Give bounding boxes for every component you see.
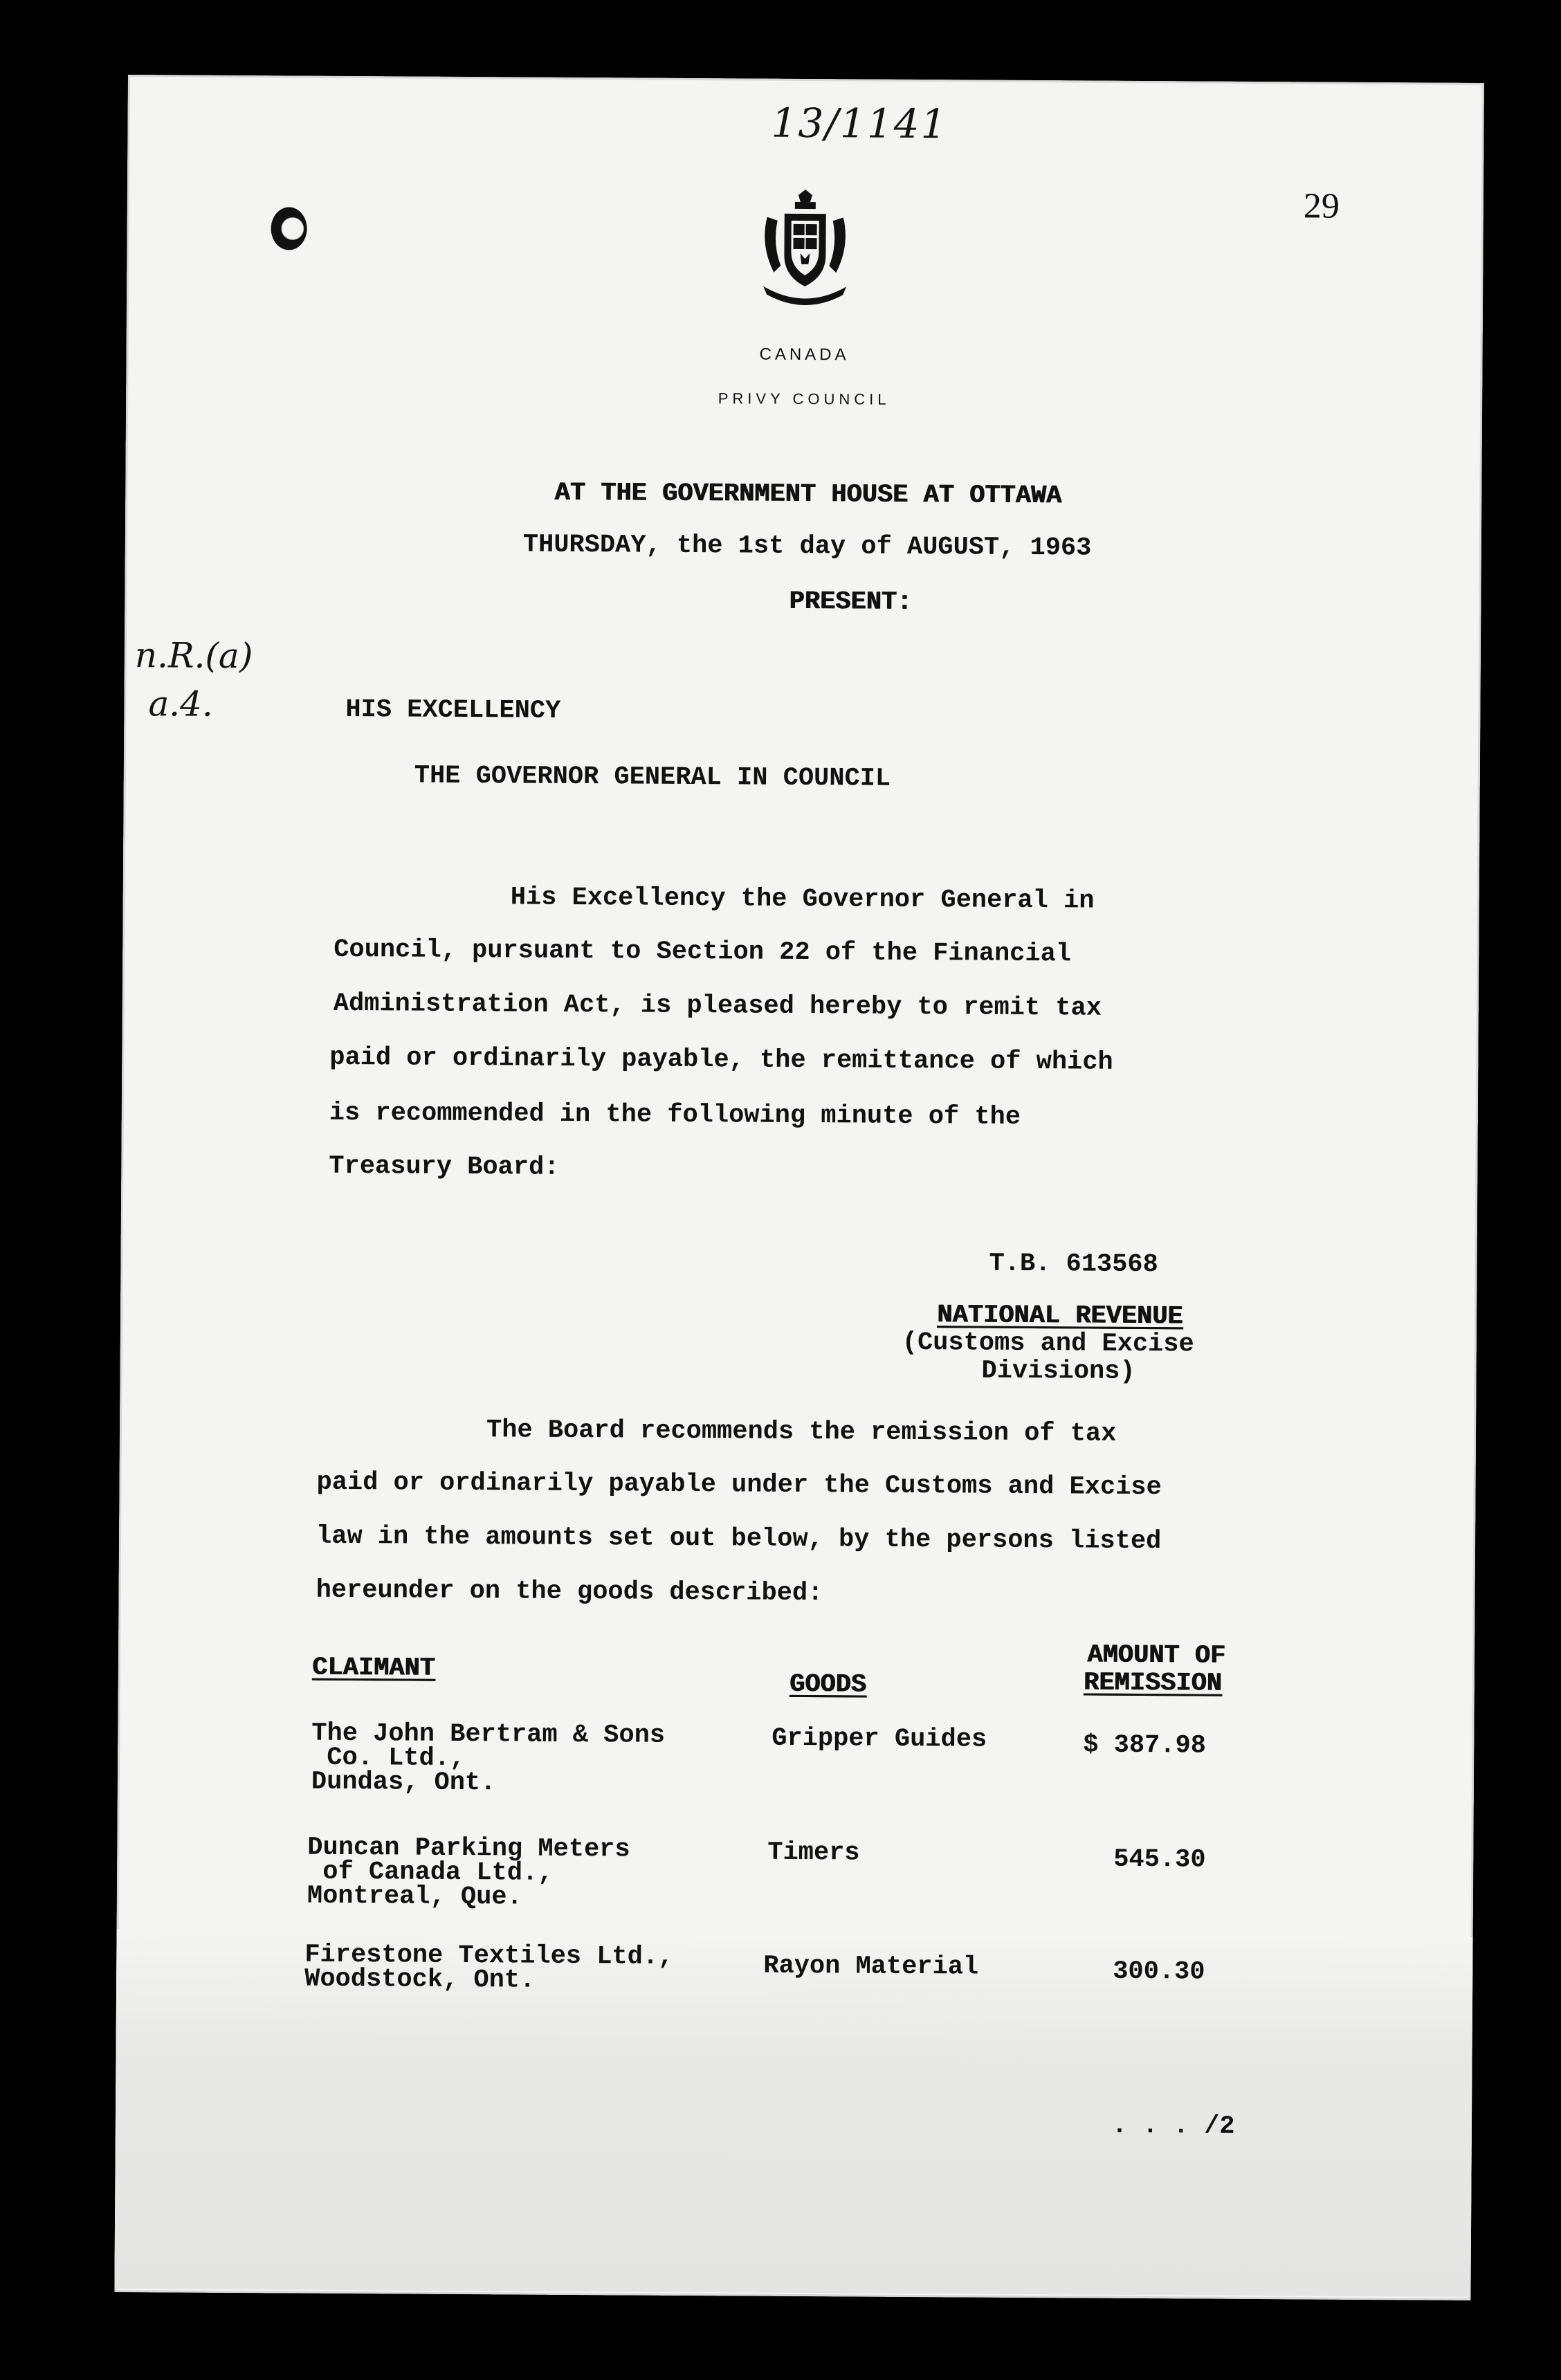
amount-cell: 300.30: [1113, 1957, 1205, 1987]
claimant-line: Montreal, Que.: [307, 1881, 522, 1912]
department-heading: NATIONAL REVENUE: [936, 1301, 1183, 1332]
board-line-3: law in the amounts set out below, by the persons listed: [316, 1521, 1162, 1557]
addressee-line-2: THE GOVERNOR GENERAL IN COUNCIL: [414, 761, 891, 794]
goods-cell: Timers: [767, 1838, 860, 1868]
order-line-2: Council, pursuant to Section 22 of the Financial: [334, 935, 1072, 969]
division-line-1: (Customs and Excise: [902, 1328, 1194, 1360]
order-line-5: is recommended in the following minute of the: [329, 1098, 1021, 1132]
claimant-line: Dundas, Ont.: [311, 1767, 496, 1798]
order-line-3: Administration Act, is pleased hereby to remit tax: [333, 989, 1102, 1023]
board-line-4: hereunder on the goods described:: [316, 1575, 823, 1609]
punch-hole: [271, 207, 307, 250]
goods-cell: Rayon Material: [763, 1951, 979, 1982]
amount-cell: $ 387.98: [1083, 1730, 1207, 1761]
amount-cell: 545.30: [1113, 1844, 1206, 1875]
order-line-6: Treasury Board:: [329, 1151, 560, 1182]
column-header-goods: GOODS: [789, 1669, 866, 1700]
addressee-line-1: HIS EXCELLENCY: [345, 695, 561, 726]
document-page: [114, 75, 1484, 2300]
order-line-1: His Excellency the Governor General in: [510, 883, 1095, 916]
letterhead-privy-council: PRIVY COUNCIL: [718, 390, 891, 408]
goods-cell: Gripper Guides: [772, 1723, 987, 1755]
claimant-line: The John Bertram & Sons: [311, 1719, 666, 1750]
column-header-claimant: CLAIMANT: [311, 1653, 435, 1683]
claimant-line: Duncan Parking Meters: [307, 1833, 630, 1865]
column-header-amount-2: REMISSION: [1083, 1668, 1222, 1699]
location-heading: AT THE GOVERNMENT HOUSE AT OTTAWA: [554, 478, 1062, 511]
column-header-amount-1: AMOUNT OF: [1086, 1640, 1226, 1671]
letterhead-country: CANADA: [759, 345, 850, 365]
continuation-marker: . . . /2: [1111, 2111, 1235, 2141]
order-line-4: paid or ordinarily payable, the remittance of which: [329, 1043, 1113, 1077]
canada-coat-of-arms-icon: [753, 190, 857, 308]
board-line-2: paid or ordinarily payable under the Customs and Excise: [316, 1467, 1162, 1503]
date-line: THURSDAY, the 1st day of AUGUST, 1963: [522, 530, 1092, 563]
margin-note-1: n.R.(a): [134, 635, 253, 677]
board-line-1: The Board recommends the remission of tax: [486, 1416, 1117, 1449]
division-line-2: Divisions): [981, 1356, 1135, 1386]
claimant-line: Firestone Textiles Ltd.,: [304, 1940, 674, 1972]
claimant-line: of Canada Ltd.,: [307, 1857, 554, 1888]
handwritten-reference-number: 13/1141: [771, 99, 948, 148]
claimant-line: Co. Ltd.,: [311, 1743, 466, 1774]
present-label: PRESENT:: [789, 587, 913, 617]
claimant-line: Woodstock, Ont.: [304, 1964, 536, 1995]
page-number: 29: [1303, 186, 1340, 226]
tb-number: T.B. 613568: [989, 1249, 1158, 1280]
margin-note-2: a.4.: [148, 684, 214, 724]
